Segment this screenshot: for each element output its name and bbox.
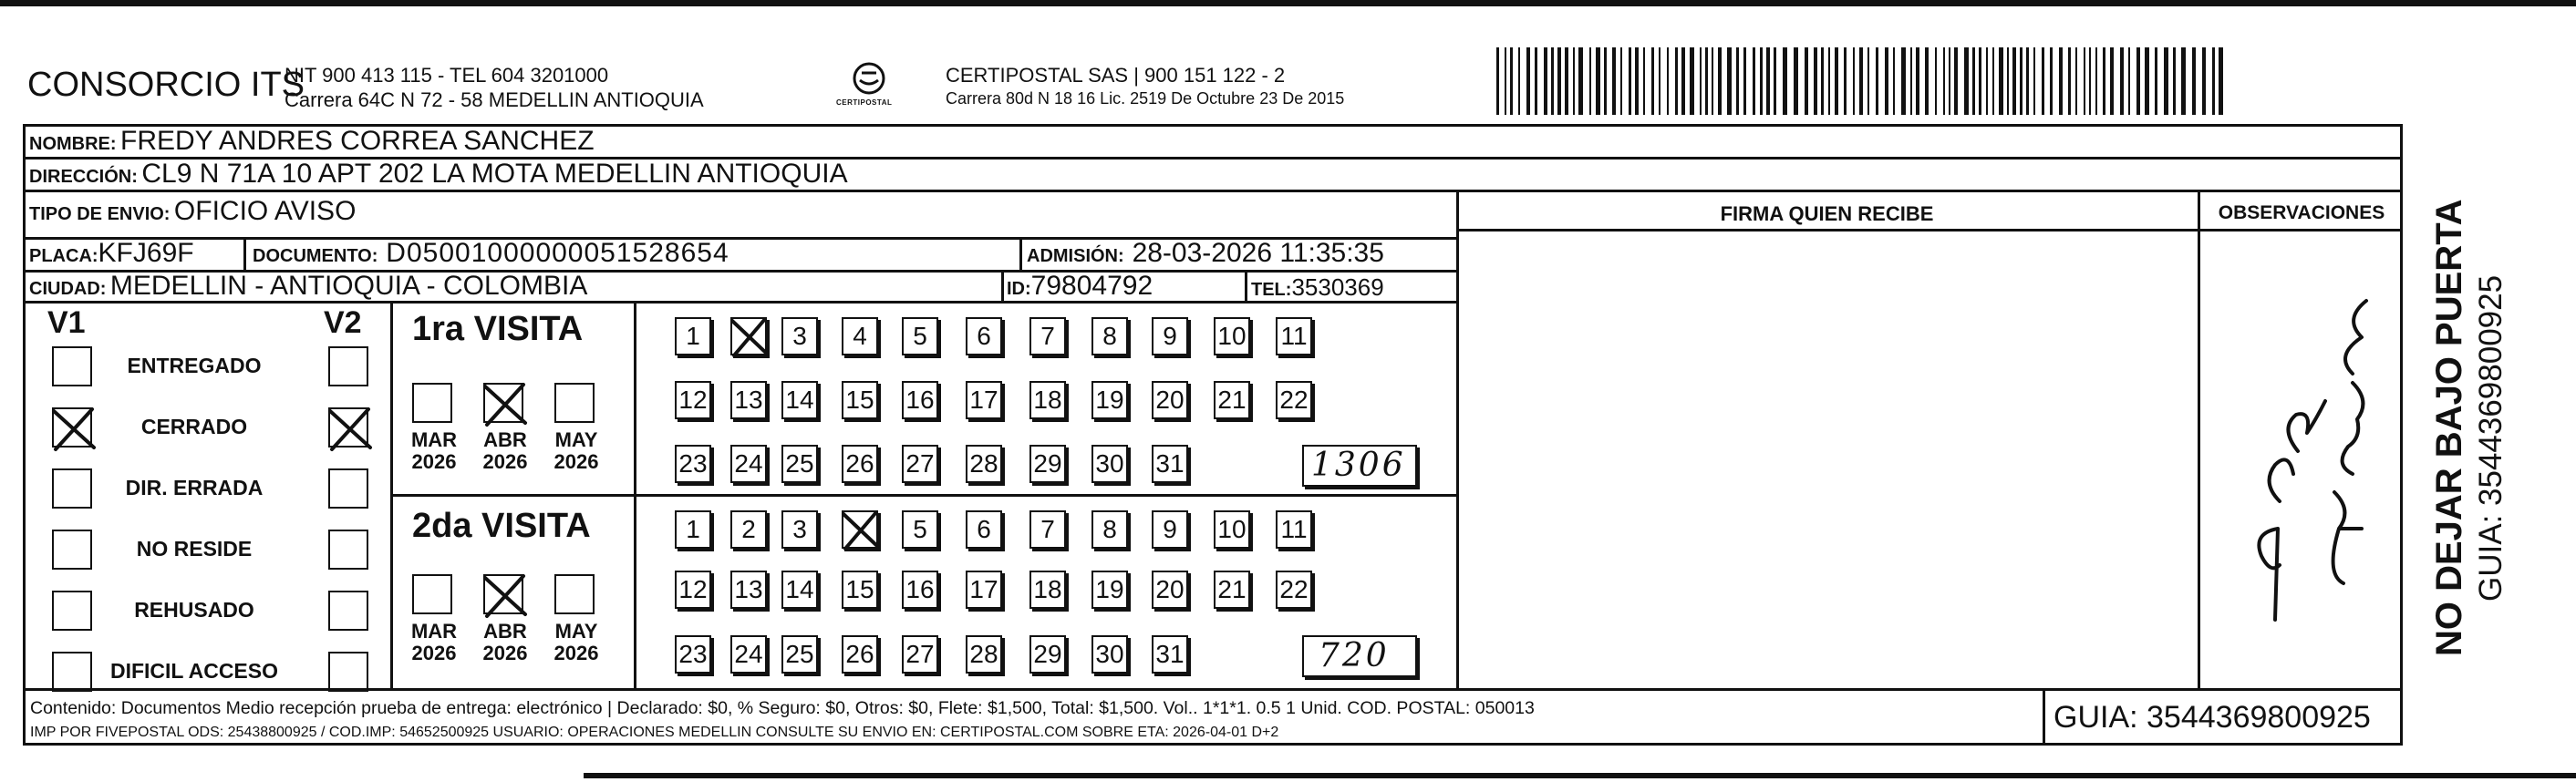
second-day-box[interactable]: 22 bbox=[1276, 571, 1312, 609]
first-day-box[interactable]: 12 bbox=[675, 381, 711, 419]
barcode-bar bbox=[1885, 47, 1888, 115]
barcode-bar bbox=[1643, 47, 1645, 115]
barcode-bar bbox=[1718, 47, 1722, 115]
tel-cell bbox=[1251, 273, 1384, 302]
city-cell bbox=[29, 271, 587, 302]
v2-checkbox[interactable] bbox=[328, 530, 368, 570]
status-label: REHUSADO bbox=[134, 598, 254, 622]
second-day-box[interactable]: 25 bbox=[781, 635, 818, 674]
barcode-bar bbox=[1935, 47, 1937, 115]
second-day-box[interactable]: 16 bbox=[902, 571, 938, 609]
v1-checkbox[interactable] bbox=[52, 591, 92, 631]
barcode-bar bbox=[1814, 47, 1817, 115]
v1-checkbox[interactable] bbox=[52, 407, 92, 448]
first-day-box[interactable]: 26 bbox=[842, 445, 878, 483]
second-day-box[interactable]: 18 bbox=[1029, 571, 1066, 609]
status-label: CERRADO bbox=[140, 415, 248, 438]
barcode-bar bbox=[2202, 47, 2206, 115]
first-day-box[interactable]: 3 bbox=[781, 317, 818, 355]
second-day-box[interactable]: 12 bbox=[675, 571, 711, 609]
barcode-bar bbox=[1659, 47, 1660, 115]
second-day-box[interactable]: 1 bbox=[675, 510, 711, 549]
second-day-box[interactable]: 28 bbox=[966, 635, 1002, 674]
second-month-checkbox[interactable] bbox=[412, 574, 452, 614]
first-day-box[interactable]: 19 bbox=[1091, 381, 1128, 419]
first-day-box[interactable]: 5 bbox=[902, 317, 938, 355]
check-mark-icon bbox=[840, 509, 880, 550]
second-month-name: MAY bbox=[554, 620, 598, 643]
col-divider bbox=[1245, 270, 1247, 301]
side-guide: GUIA: 3544369800925 bbox=[2473, 274, 2509, 602]
type-row bbox=[29, 196, 356, 227]
barcode-bar bbox=[2173, 47, 2176, 115]
row-divider bbox=[23, 688, 2403, 691]
first-day-box[interactable]: 23 bbox=[675, 445, 711, 483]
second-month-year: 2026 bbox=[553, 642, 599, 664]
barcode-bar bbox=[1535, 47, 1537, 115]
barcode-bar bbox=[1526, 47, 1530, 115]
second-day-box[interactable]: 5 bbox=[902, 510, 938, 549]
first-day-box[interactable] bbox=[730, 317, 767, 355]
first-day-box[interactable]: 18 bbox=[1029, 381, 1066, 419]
barcode-bar bbox=[1972, 47, 1975, 115]
first-day-box[interactable]: 20 bbox=[1152, 381, 1188, 419]
row-divider bbox=[1456, 229, 2403, 232]
second-month-checkbox[interactable] bbox=[554, 574, 595, 614]
barcode-bar bbox=[2155, 47, 2157, 115]
barcode-bar bbox=[2020, 47, 2023, 115]
status-label: DIFICIL ACCESO bbox=[109, 659, 278, 683]
barcode bbox=[1496, 47, 2226, 115]
document-cell bbox=[253, 238, 729, 269]
v1-checkbox[interactable] bbox=[52, 468, 92, 509]
barcode-bar bbox=[1893, 47, 1895, 115]
barcode-bar bbox=[1596, 47, 1600, 115]
barcode-bar bbox=[1925, 47, 1929, 115]
first-month-checkbox[interactable] bbox=[554, 383, 595, 423]
first-month-year: 2026 bbox=[553, 450, 599, 473]
certipostal-line-2: Carrera 80d N 18 16 Lic. 2519 De Octubre 23 De 2015 bbox=[946, 89, 1345, 108]
side-warning: NO DEJAR BAJO PUERTA bbox=[2429, 199, 2469, 656]
tel-label: TEL: bbox=[1251, 280, 1292, 300]
bottom-border bbox=[584, 773, 2576, 778]
tel-value: 3530369 bbox=[1291, 273, 1384, 301]
barcode-bar bbox=[1565, 47, 1568, 115]
second-time-handwritten: 720 bbox=[1319, 637, 1390, 674]
first-day-box[interactable]: 9 bbox=[1152, 317, 1188, 355]
logo-text: CERTIPOSTAL bbox=[836, 98, 893, 107]
check-mark-icon bbox=[326, 406, 372, 451]
first-day-box[interactable]: 25 bbox=[781, 445, 818, 483]
top-border bbox=[0, 0, 2576, 6]
footer-contents: Contenido: Documentos Medio recepción prueba de entrega: electrónico | Declarado: $0, % Seguro: $0, Otros: $0, Flete: $1,500, Total: $1,500. Vol.. 1*1*1. 0.5 1 Unid. COD. POSTAL: 050013 bbox=[30, 698, 1535, 718]
second-day-box[interactable]: 8 bbox=[1091, 510, 1128, 549]
barcode-bar bbox=[1999, 47, 2003, 115]
barcode-icon bbox=[1496, 47, 2226, 115]
v1-label: V1 bbox=[47, 305, 86, 340]
barcode-bar bbox=[1835, 47, 1838, 115]
second-day-box[interactable]: 23 bbox=[675, 635, 711, 674]
second-month-year: 2026 bbox=[482, 642, 528, 664]
barcode-bar bbox=[1794, 47, 1798, 115]
first-day-box[interactable]: 27 bbox=[902, 445, 938, 483]
barcode-bar bbox=[1681, 47, 1685, 115]
first-day-box[interactable]: 31 bbox=[1152, 445, 1188, 483]
first-day-box[interactable]: 4 bbox=[842, 317, 878, 355]
second-month-name: ABR bbox=[483, 620, 527, 643]
barcode-bar bbox=[2007, 47, 2009, 115]
barcode-bar bbox=[1943, 47, 1945, 115]
check-mark-icon bbox=[481, 572, 527, 618]
first-day-box[interactable]: 17 bbox=[966, 381, 1002, 419]
second-day-box[interactable]: 30 bbox=[1091, 635, 1128, 674]
second-month-year: 2026 bbox=[411, 642, 457, 664]
first-day-box[interactable]: 6 bbox=[966, 317, 1002, 355]
barcode-bar bbox=[1612, 47, 1616, 115]
barcode-bar bbox=[1821, 47, 1824, 115]
barcode-bar bbox=[2164, 47, 2168, 115]
city-value: MEDELLIN - ANTIOQUIA - COLOMBIA bbox=[109, 271, 588, 301]
barcode-bar bbox=[2084, 47, 2085, 115]
second-month-name: MAR bbox=[410, 620, 458, 643]
barcode-bar bbox=[1901, 47, 1906, 115]
type-label: TIPO DE ENVIO: bbox=[29, 204, 171, 224]
barcode-bar bbox=[1760, 47, 1763, 115]
company-line-1: NIT 900 413 115 - TEL 604 3201000 bbox=[284, 64, 609, 87]
company-name: CONSORCIO ITS bbox=[27, 66, 305, 104]
address-row bbox=[29, 159, 848, 190]
first-day-box[interactable]: 11 bbox=[1276, 317, 1312, 355]
barcode-bar bbox=[1651, 47, 1654, 115]
first-day-box[interactable]: 10 bbox=[1214, 317, 1250, 355]
barcode-bar bbox=[1578, 47, 1583, 115]
v2-checkbox[interactable] bbox=[328, 652, 368, 692]
first-day-box[interactable]: 14 bbox=[781, 381, 818, 419]
type-value: OFICIO AVISO bbox=[173, 196, 357, 226]
first-month-name: MAR bbox=[410, 428, 458, 451]
v2-checkbox[interactable] bbox=[328, 468, 368, 509]
barcode-bar bbox=[2042, 47, 2044, 115]
second-day-box[interactable]: 31 bbox=[1152, 635, 1188, 674]
first-time-box bbox=[1302, 445, 1417, 487]
v2-checkbox[interactable] bbox=[328, 346, 368, 386]
first-month-name: MAY bbox=[554, 428, 598, 451]
barcode-bar bbox=[1853, 47, 1855, 115]
barcode-bar bbox=[1551, 47, 1554, 115]
first-day-box[interactable]: 1 bbox=[675, 317, 711, 355]
first-day-box[interactable]: 13 bbox=[730, 381, 767, 419]
barcode-bar bbox=[1783, 47, 1787, 115]
second-day-box[interactable]: 3 bbox=[781, 510, 818, 549]
barcode-bar bbox=[2120, 47, 2124, 115]
barcode-bar bbox=[1544, 47, 1547, 115]
second-day-box[interactable]: 11 bbox=[1276, 510, 1312, 549]
second-visit-title: 2da VISITA bbox=[412, 507, 591, 545]
second-day-box[interactable]: 27 bbox=[902, 635, 938, 674]
first-month-checkbox[interactable] bbox=[483, 383, 523, 423]
id-cell bbox=[1007, 271, 1153, 302]
first-month-checkbox[interactable] bbox=[412, 383, 452, 423]
first-month-year: 2026 bbox=[482, 450, 528, 473]
second-day-box[interactable]: 24 bbox=[730, 635, 767, 674]
admission-value: 28-03-2026 11:35:35 bbox=[1132, 238, 1384, 268]
barcode-bar bbox=[2219, 47, 2223, 115]
plate-cell bbox=[29, 238, 194, 269]
status-label: DIR. ERRADA bbox=[125, 476, 264, 499]
v1-checkbox[interactable] bbox=[52, 652, 92, 692]
name-row bbox=[29, 126, 595, 157]
barcode-bar bbox=[1979, 47, 1981, 115]
row-divider bbox=[23, 190, 2403, 192]
second-day-box[interactable]: 26 bbox=[842, 635, 878, 674]
barcode-bar bbox=[1505, 47, 1506, 115]
barcode-bar bbox=[2145, 47, 2149, 115]
check-mark-icon bbox=[50, 406, 96, 451]
first-month-year: 2026 bbox=[411, 450, 457, 473]
v2-checkbox[interactable] bbox=[328, 591, 368, 631]
col-divider bbox=[2198, 190, 2200, 689]
second-time-box bbox=[1302, 635, 1417, 677]
id-value: 79804792 bbox=[1030, 271, 1154, 301]
status-label: NO RESIDE bbox=[136, 537, 253, 561]
barcode-bar bbox=[1589, 47, 1591, 115]
admission-label: ADMISIÓN: bbox=[1027, 246, 1124, 266]
barcode-bar bbox=[1518, 47, 1520, 115]
first-day-box[interactable]: 15 bbox=[842, 381, 878, 419]
barcode-bar bbox=[1712, 47, 1713, 115]
barcode-bar bbox=[1844, 47, 1847, 115]
second-day-box[interactable]: 2 bbox=[730, 510, 767, 549]
second-day-box[interactable]: 17 bbox=[966, 571, 1002, 609]
barcode-bar bbox=[2103, 47, 2105, 115]
barcode-bar bbox=[1635, 47, 1639, 115]
first-visit-title: 1ra VISITA bbox=[412, 310, 584, 348]
first-day-box[interactable]: 8 bbox=[1091, 317, 1128, 355]
barcode-bar bbox=[2212, 47, 2215, 115]
check-mark-icon bbox=[729, 315, 769, 357]
barcode-bar bbox=[1910, 47, 1912, 115]
barcode-bar bbox=[1667, 47, 1669, 115]
barcode-bar bbox=[1727, 47, 1732, 115]
first-day-box[interactable]: 22 bbox=[1276, 381, 1312, 419]
address-label: DIRECCIÓN: bbox=[29, 167, 138, 187]
barcode-bar bbox=[1604, 47, 1607, 115]
second-day-box[interactable]: 29 bbox=[1029, 635, 1066, 674]
name-label: NOMBRE: bbox=[29, 134, 117, 154]
barcode-bar bbox=[2089, 47, 2091, 115]
admission-cell bbox=[1027, 238, 1384, 269]
certipostal-line-1: CERTIPOSTAL SAS | 900 151 122 - 2 bbox=[946, 64, 1286, 87]
status-label: ENTREGADO bbox=[127, 354, 262, 377]
signature-header: FIRMA QUIEN RECIBE bbox=[1720, 202, 1934, 225]
barcode-bar bbox=[1766, 47, 1770, 115]
barcode-bar bbox=[1675, 47, 1678, 115]
first-day-box[interactable]: 24 bbox=[730, 445, 767, 483]
first-day-box[interactable]: 28 bbox=[966, 445, 1002, 483]
first-day-box[interactable]: 21 bbox=[1214, 381, 1250, 419]
plate-label: PLACA: bbox=[29, 246, 98, 266]
barcode-bar bbox=[2075, 47, 2077, 115]
barcode-bar bbox=[2110, 47, 2114, 115]
row-divider bbox=[390, 494, 1456, 497]
first-time-handwritten: 1306 bbox=[1311, 447, 1406, 484]
barcode-bar bbox=[1954, 47, 1958, 115]
barcode-bar bbox=[1986, 47, 1988, 115]
v2-label: V2 bbox=[324, 305, 362, 340]
barcode-bar bbox=[1774, 47, 1776, 115]
col-divider bbox=[2043, 688, 2045, 746]
barcode-bar bbox=[1964, 47, 1969, 115]
second-day-box[interactable]: 6 bbox=[966, 510, 1002, 549]
barcode-bar bbox=[1743, 47, 1746, 115]
certipostal-logo bbox=[833, 58, 905, 113]
company-line-2: Carrera 64C N 72 - 58 MEDELLIN ANTIOQUIA bbox=[284, 88, 704, 111]
col-divider bbox=[1001, 270, 1004, 301]
second-day-box[interactable]: 20 bbox=[1152, 571, 1188, 609]
footer-imp: IMP POR FIVEPOSTAL ODS: 25438800925 / COD.IMP: 54652500925 USUARIO: OPERACIONES MEDELLIN CONSULTE SU ENVIO EN: CERTIPOSTAL.COM SOBRE ETA: 2026-04-01 D+2 bbox=[30, 725, 1279, 740]
col-divider bbox=[1019, 237, 1022, 270]
barcode-bar bbox=[2012, 47, 2016, 115]
name-value: FREDY ANDRES CORREA SANCHEZ bbox=[120, 126, 595, 156]
barcode-bar bbox=[2059, 47, 2063, 115]
barcode-bar bbox=[2095, 47, 2097, 115]
v2-checkbox[interactable] bbox=[328, 407, 368, 448]
barcode-bar bbox=[2033, 47, 2035, 115]
barcode-bar bbox=[1753, 47, 1755, 115]
col-divider bbox=[243, 237, 246, 270]
barcode-bar bbox=[1573, 47, 1575, 115]
barcode-bar bbox=[1557, 47, 1561, 115]
id-label: ID: bbox=[1007, 279, 1031, 299]
barcode-bar bbox=[2192, 47, 2196, 115]
document-value: D05001000000051528654 bbox=[386, 238, 729, 268]
first-day-box[interactable]: 16 bbox=[902, 381, 938, 419]
second-day-box[interactable]: 19 bbox=[1091, 571, 1128, 609]
barcode-bar bbox=[1859, 47, 1863, 115]
barcode-bar bbox=[1736, 47, 1739, 115]
first-day-box[interactable]: 7 bbox=[1029, 317, 1066, 355]
barcode-bar bbox=[1700, 47, 1702, 115]
barcode-bar bbox=[1867, 47, 1869, 115]
footer-guide: GUIA: 3544369800925 bbox=[2054, 700, 2371, 735]
check-mark-icon bbox=[481, 381, 527, 427]
barcode-bar bbox=[1828, 47, 1830, 115]
document-label: DOCUMENTO: bbox=[253, 246, 378, 266]
barcode-bar bbox=[1949, 47, 1950, 115]
first-day-box[interactable]: 29 bbox=[1029, 445, 1066, 483]
barcode-bar bbox=[2136, 47, 2140, 115]
v1-checkbox[interactable] bbox=[52, 346, 92, 386]
second-day-box[interactable]: 14 bbox=[781, 571, 818, 609]
barcode-bar bbox=[1629, 47, 1631, 115]
barcode-bar bbox=[2068, 47, 2071, 115]
barcode-bar bbox=[1690, 47, 1694, 115]
second-month-checkbox[interactable] bbox=[483, 574, 523, 614]
barcode-bar bbox=[1705, 47, 1708, 115]
city-label: CIUDAD: bbox=[29, 279, 107, 299]
barcode-bar bbox=[2128, 47, 2130, 115]
observations-header: OBSERVACIONES bbox=[2218, 202, 2385, 223]
barcode-bar bbox=[2181, 47, 2186, 115]
barcode-bar bbox=[2026, 47, 2029, 115]
second-day-box[interactable] bbox=[842, 510, 878, 549]
second-day-box[interactable]: 15 bbox=[842, 571, 878, 609]
first-day-box[interactable]: 30 bbox=[1091, 445, 1128, 483]
barcode-bar bbox=[1876, 47, 1878, 115]
barcode-bar bbox=[2050, 47, 2053, 115]
barcode-bar bbox=[1916, 47, 1919, 115]
barcode-bar bbox=[1992, 47, 1994, 115]
first-month-name: ABR bbox=[483, 428, 527, 451]
barcode-bar bbox=[1510, 47, 1513, 115]
v1-checkbox[interactable] bbox=[52, 530, 92, 570]
second-day-box[interactable]: 21 bbox=[1214, 571, 1250, 609]
second-day-box[interactable]: 10 bbox=[1214, 510, 1250, 549]
plate-value: KFJ69F bbox=[98, 238, 194, 268]
second-day-box[interactable]: 9 bbox=[1152, 510, 1188, 549]
observations-scribble bbox=[2225, 255, 2389, 674]
col-divider bbox=[1456, 190, 1459, 689]
handwriting-icon bbox=[2225, 255, 2389, 674]
second-day-box[interactable]: 7 bbox=[1029, 510, 1066, 549]
barcode-bar bbox=[1620, 47, 1622, 115]
second-day-box[interactable]: 13 bbox=[730, 571, 767, 609]
barcode-bar bbox=[1805, 47, 1808, 115]
address-value: CL9 N 71A 10 APT 202 LA MOTA MEDELLIN ANTIOQUIA bbox=[141, 159, 848, 189]
barcode-bar bbox=[1496, 47, 1499, 115]
